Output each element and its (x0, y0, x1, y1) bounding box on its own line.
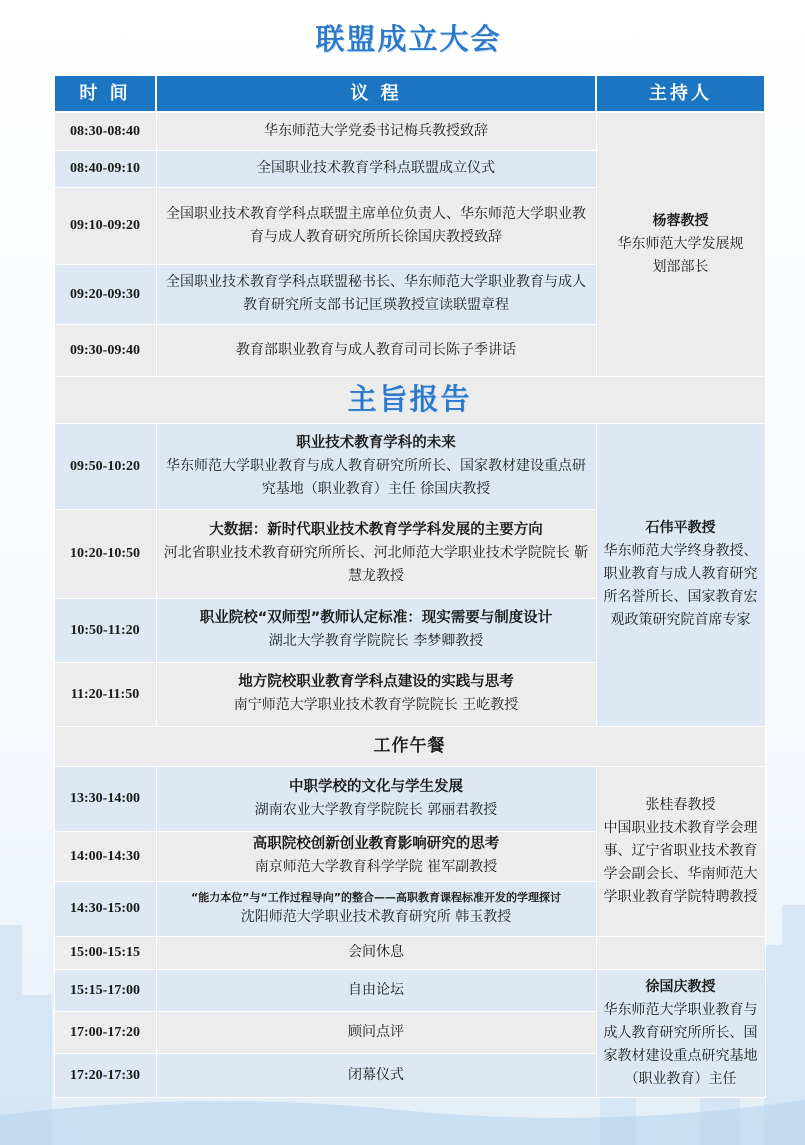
host-cell (596, 969, 765, 1097)
lunch-label: 工作午餐 (54, 726, 765, 766)
host-cell (596, 112, 765, 376)
agenda-cell: 会间休息 (156, 936, 596, 969)
agenda-cell: 教育部职业教育与成人教育司司长陈子季讲话 (156, 324, 596, 376)
time-cell: 14:00-14:30 (54, 831, 156, 881)
time-cell: 10:20-10:50 (54, 509, 156, 598)
table-row (54, 112, 765, 150)
agenda-cell (156, 662, 596, 726)
host-cell (596, 423, 765, 726)
agenda-cell: 全国职业技术教育学科点联盟成立仪式 (156, 150, 596, 187)
talk-title: “能力本位”与“工作过程导向”的整合——高职教育课程标准开发的学理探讨 (191, 890, 561, 904)
header-host: 主持人 (596, 75, 765, 112)
talk-title: 中职学校的文化与学生发展 (289, 778, 463, 795)
time-cell: 17:00-17:20 (54, 1011, 156, 1053)
host-title: 华东师范大学发展规划部部长 (617, 235, 744, 275)
talk-speaker: 湖南农业大学教育学院院长 郭丽君教授 (254, 801, 498, 818)
talk-title: 高职院校创新创业教育影响研究的思考 (252, 836, 500, 852)
time-cell: 14:30-15:00 (54, 881, 156, 936)
table-row (54, 423, 765, 509)
table-row (54, 969, 765, 1011)
agenda-cell (156, 831, 596, 881)
time-cell: 09:50-10:20 (54, 423, 156, 509)
table-header (54, 75, 765, 112)
time-cell: 15:00-15:15 (54, 936, 156, 969)
time-cell: 10:50-11:20 (54, 598, 156, 662)
talk-title: 地方院校职业教育学科点建设的实践与思考 (238, 674, 514, 690)
host-cell (596, 766, 765, 936)
agenda-cell: 全国职业技术教育学科点联盟主席单位负责人、华东师范大学职业教育与成人教育研究所所长徐国庆教授致辞 (156, 187, 596, 264)
host-title: 中国职业技术教育学会理事、辽宁省职业技术教育学会副会长、华南师范大学职业教育学院特聘教授 (603, 819, 758, 905)
page-title: 联盟成立大会 (315, 21, 502, 56)
talk-title: 职业院校“双师型”教师认定标准：现实需要与制度设计 (199, 610, 553, 626)
agenda-cell: 闭幕仪式 (156, 1053, 596, 1097)
talk-speaker: 南京师范大学教育科学学院 崔军副教授 (254, 859, 498, 875)
host-name: 石伟平教授 (645, 520, 716, 536)
agenda-cell: 顾问点评 (156, 1011, 596, 1053)
talk-speaker: 华东师范大学职业教育与成人教育研究所所长、国家教材建设重点研究基地（职业教育）主任 徐国庆教授 (166, 457, 586, 497)
talk-speaker: 河北省职业技术教育研究所所长、河北师范大学职业技术学院院长 靳慧龙教授 (163, 545, 589, 584)
section-header-keynote (54, 376, 765, 423)
agenda-cell (156, 766, 596, 831)
schedule-table (53, 74, 766, 1098)
host-title: 华东师范大学终身教授、职业教育与成人教育研究所名誉所长、国家教育宏观政策研究院首席专家 (603, 543, 758, 628)
table-row (54, 936, 765, 969)
host-name: 徐国庆教授 (645, 978, 716, 995)
section-title: 主旨报告 (54, 376, 765, 423)
talk-speaker: 沈阳师范大学职业技术教育研究所 韩玉教授 (240, 908, 512, 925)
time-cell: 09:20-09:30 (54, 264, 156, 324)
host-name: 杨蓉教授 (652, 212, 709, 229)
time-cell: 08:40-09:10 (54, 150, 156, 187)
time-cell: 09:10-09:20 (54, 187, 156, 264)
time-cell: 13:30-14:00 (54, 766, 156, 831)
talk-speaker: 南宁师范大学职业技术教育学院院长 王屹教授 (233, 697, 519, 713)
time-cell: 17:20-17:30 (54, 1053, 156, 1097)
talk-title: 大数据：新时代职业技术教育学学科发展的主要方向 (209, 522, 543, 538)
agenda-cell (156, 598, 596, 662)
time-cell: 11:20-11:50 (54, 662, 156, 726)
talk-title: 职业技术教育学科的未来 (296, 434, 456, 451)
agenda-cell: 全国职业技术教育学科点联盟秘书长、华东师范大学职业教育与成人教育研究所支部书记匡瑛教授宣读联盟章程 (156, 264, 596, 324)
time-cell: 09:30-09:40 (54, 324, 156, 376)
agenda-cell: 华东师范大学党委书记梅兵教授致辞 (156, 112, 596, 150)
host-cell-empty (596, 936, 765, 969)
host-name: 张桂春教授 (645, 796, 716, 813)
agenda-cell (156, 423, 596, 509)
time-cell: 08:30-08:40 (54, 112, 156, 150)
header-agenda: 议 程 (156, 75, 596, 112)
schedule-panel (53, 0, 764, 1098)
lunch-row (54, 726, 765, 766)
host-title: 华东师范大学职业教育与成人教育研究所所长、国家教材建设重点研究基地（职业教育）主任 (603, 1001, 758, 1087)
agenda-cell (156, 881, 596, 936)
time-cell: 15:15-17:00 (54, 969, 156, 1011)
agenda-cell: 自由论坛 (156, 969, 596, 1011)
talk-speaker: 湖北大学教育学院院长 李梦卿教授 (268, 633, 484, 649)
table-row (54, 766, 765, 831)
agenda-cell (156, 509, 596, 598)
header-time: 时 间 (54, 75, 156, 112)
